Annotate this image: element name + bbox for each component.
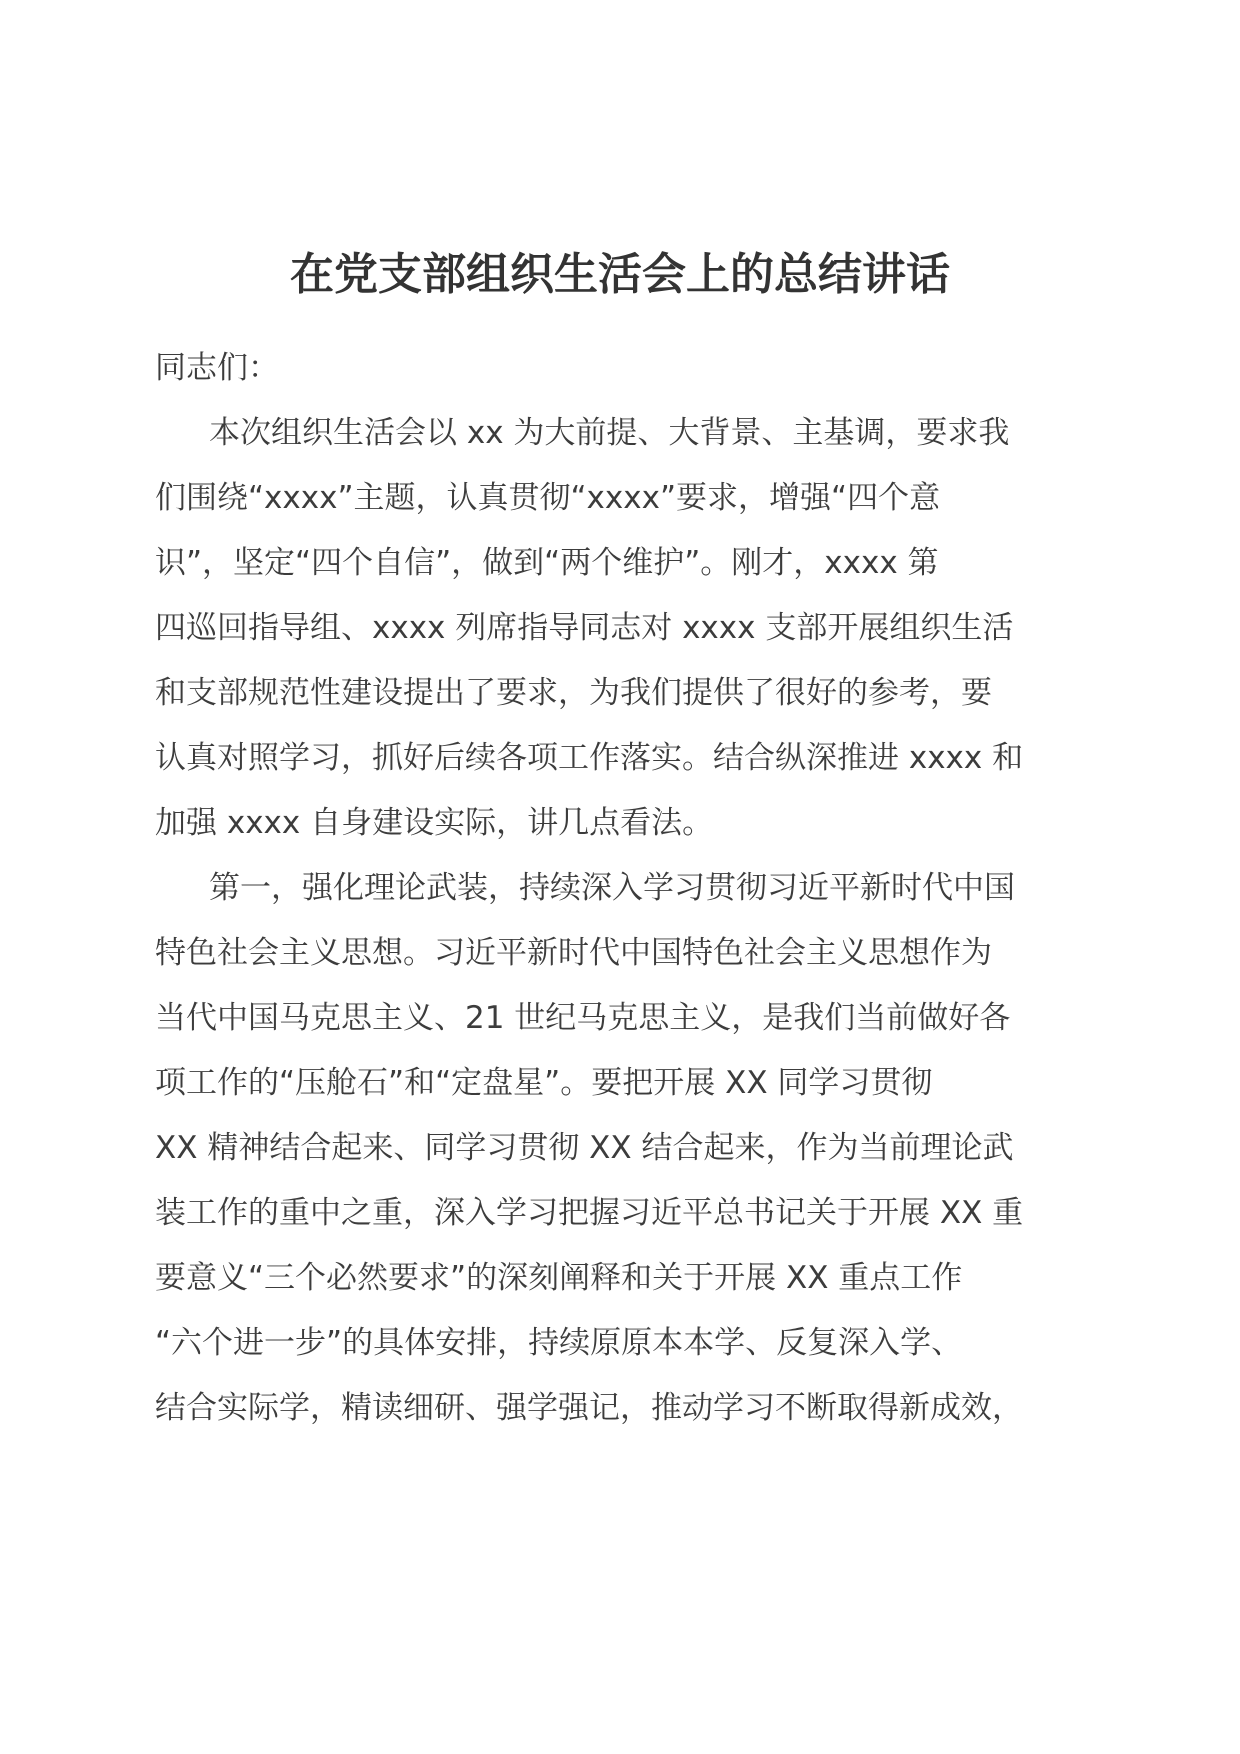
paragraph-line: 当代中国马克思主义、21 世纪马克思主义，是我们当前做好各 <box>155 1000 1011 1036</box>
paragraph-line: 加强 xxxx 自身建设实际，讲几点看法。 <box>155 805 714 841</box>
paragraph-line: 第一，强化理论武装，持续深入学习贯彻习近平新时代中国 <box>209 870 1015 906</box>
paragraph-line: 要意义“三个必然要求”的深刻阐释和关于开展 XX 重点工作 <box>155 1260 963 1296</box>
paragraph-line: 认真对照学习，抓好后续各项工作落实。结合纵深推进 xxxx 和 <box>155 740 1024 776</box>
paragraph-line: 四巡回指导组、xxxx 列席指导同志对 xxxx 支部开展组织生活 <box>155 610 1014 646</box>
paragraph-1 <box>155 401 1095 856</box>
paragraph-line: 特色社会主义思想。习近平新时代中国特色社会主义思想作为 <box>155 935 992 971</box>
document-title: 在党支部组织生活会上的总结讲话 <box>290 249 950 300</box>
paragraph-line: 和支部规范性建设提出了要求，为我们提供了很好的参考，要 <box>155 675 992 711</box>
paragraph-line: 本次组织生活会以 xx 为大前提、大背景、主基调，要求我 <box>209 415 1010 451</box>
paragraph-line: XX 精神结合起来、同学习贯彻 XX 结合起来，作为当前理论武 <box>155 1130 1014 1166</box>
paragraph-line: 装工作的重中之重，深入学习把握习近平总书记关于开展 XX 重 <box>155 1195 1024 1231</box>
paragraph-line: 们围绕“xxxx”主题，认真贯彻“xxxx”要求，增强“四个意 <box>155 480 941 516</box>
paragraph-line: 项工作的“压舱石”和“定盘星”。要把开展 XX 同学习贯彻 <box>155 1065 933 1101</box>
paragraph-line: 结合实际学，精读细研、强学强记，推动学习不断取得新成效， <box>155 1390 1023 1426</box>
paragraph-line: 识”，坚定“四个自信”，做到“两个维护”。刚才，xxxx 第 <box>155 545 939 581</box>
salutation: 同志们： <box>155 350 279 386</box>
paragraph-2 <box>155 856 1095 1441</box>
paragraph-line: “六个进一步”的具体安排，持续原原本本学、反复深入学、 <box>155 1325 963 1361</box>
document-body <box>155 336 1095 1441</box>
